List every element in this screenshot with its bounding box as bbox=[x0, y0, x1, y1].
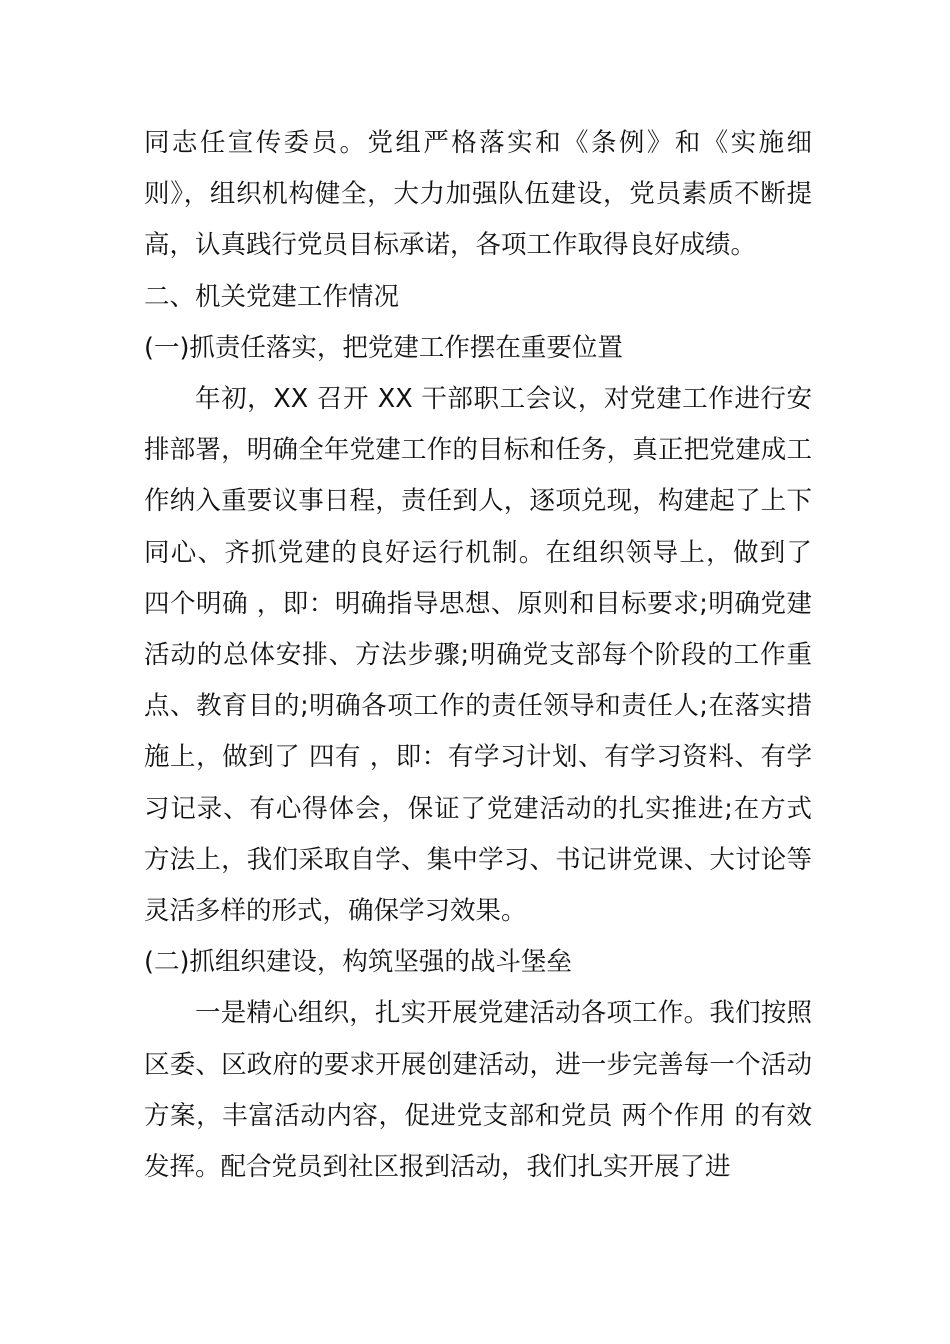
subheading-responsibility: (一)抓责任落实，把党建工作摆在重要位置 bbox=[144, 332, 623, 363]
document-body bbox=[144, 118, 812, 1193]
paragraph-continued: 同志任宣传委员。党组严格落实和《条例》和《实施细则》，组织机构健全，大力加强队伍建设，党员素质不断提高，认真践行党员目标承诺，各项工作取得良好成绩。 bbox=[144, 128, 812, 261]
section-heading: 二、机关党建工作情况 bbox=[144, 281, 400, 312]
paragraph-annual-meeting: 年初，XX 召开 XX 干部职工会议，对党建工作进行安排部署，明确全年党建工作的目标和任务，真正把党建成工作纳入重要议事日程，责任到人，逐项兑现，构建起了上下同心、齐抓党建的良好运行机制。在组织领导上，做到了 四个明确 ，即：明确指导思想、原则和目标要求;明确党建活动的总体安排、方法步骤;明确党支部每个阶段的工作重点、教育目的;明确各项工作的责任领导和责任人;在落实措施上，做到了 四有 ，即：有学习计划、有学习资料、有学习记录、有心得体会，保证了党建活动的扎实推进;在方式方法上，我们采取自学、集中学习、书记讲党课、大讨论等灵活多样的形式，确保学习效果。 bbox=[144, 384, 812, 927]
paragraph-organize-activities: 一是精心组织，扎实开展党建活动各项工作。我们按照区委、区政府的要求开展创建活动，进一步完善每一个活动方案，丰富活动内容，促进党支部和党员 两个作用 的有效发挥。配合党员到社区报到活动，我们扎实开展了进 bbox=[144, 998, 812, 1183]
subheading-organization: (二)抓组织建设，构筑坚强的战斗堡垒 bbox=[144, 947, 572, 978]
